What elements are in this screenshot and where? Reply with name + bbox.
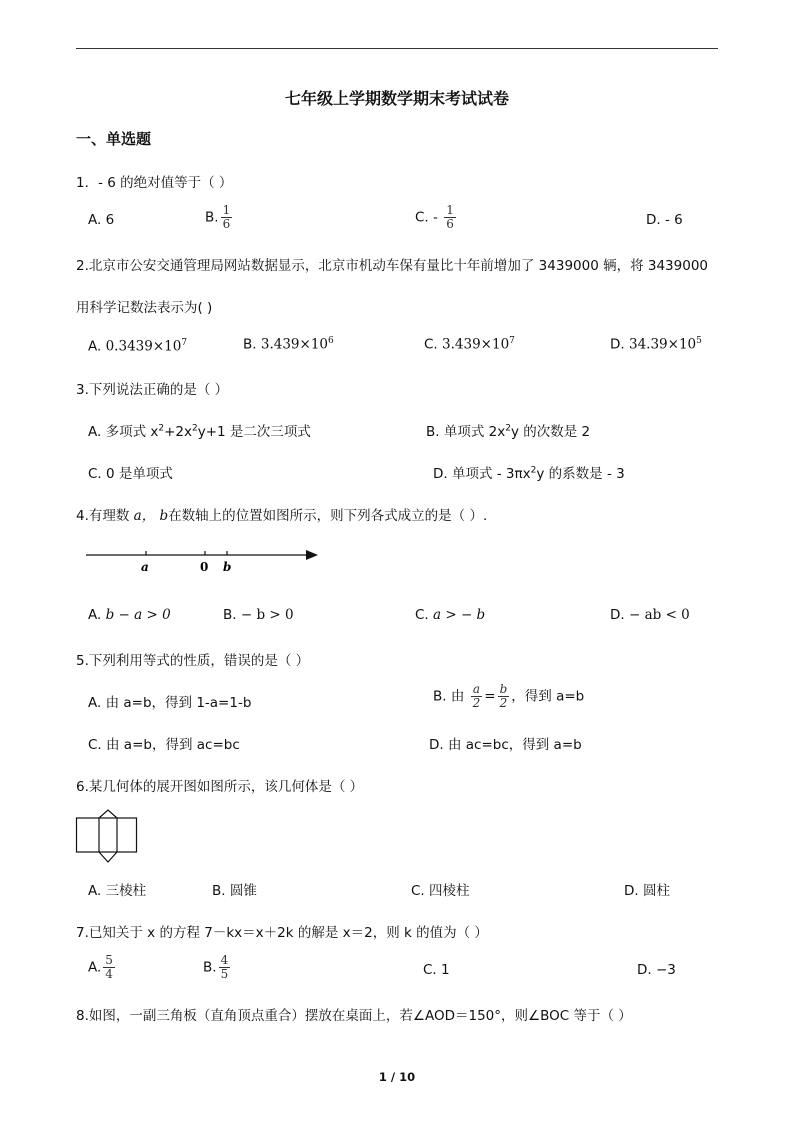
q2-option-d: D. $34.39\times 10^5$ bbox=[610, 336, 702, 353]
q7-option-b: B. $\frac{4}{5}$ bbox=[203, 953, 229, 981]
question-4-stem: 4.有理数 a， b在数轴上的位置如图所示，则下列各式成立的是（ ）. bbox=[76, 508, 488, 524]
q3-option-b: B. 单项式 $2x^2y$ 的次数是 2 bbox=[426, 423, 591, 440]
q5-option-c: C. 由 a=b，得到 ac=bc bbox=[88, 737, 240, 753]
number-line-label-a: a bbox=[141, 560, 149, 574]
q5-option-b: B. 由 $\frac{a}{2}$ = $\frac{b}{2}$ ，得到 a=b bbox=[433, 682, 585, 710]
q4-option-d: D. − ab < 0 bbox=[610, 607, 690, 623]
q3-option-c: C. 0 是单项式 bbox=[88, 466, 173, 482]
section-heading: 一、单选题 bbox=[76, 130, 152, 148]
question-2-stem-line1: 2.北京市公安交通管理局网站数据显示，北京市机动车保有量比十年前增加了 3439000 辆，将 3439000 bbox=[76, 258, 709, 274]
q5-option-d: D. 由 ac=bc，得到 a=b bbox=[429, 737, 582, 753]
question-7-stem: 7.已知关于 x 的方程 7－kx＝x＋2k 的解是 x＝2，则 k 的值为（ ） bbox=[76, 925, 488, 941]
q7-option-a: A. $\frac{5}{4}$ bbox=[88, 953, 113, 981]
header-rule bbox=[76, 48, 718, 49]
net-bottom-triangle bbox=[99, 852, 117, 862]
q4-option-a: A. b − a > 0 bbox=[88, 607, 171, 623]
q1-option-c: C. - $\frac{1}{6}$ bbox=[415, 203, 454, 231]
q5-option-a: A. 由 a=b，得到 1-a=1-b bbox=[88, 695, 252, 711]
q7-option-d: D. −3 bbox=[637, 962, 676, 978]
question-3-stem: 3.下列说法正确的是（ ） bbox=[76, 382, 229, 398]
q6-option-c: C. 四棱柱 bbox=[411, 883, 470, 899]
q2-option-b: B. $3.439\times 10^6$ bbox=[243, 336, 334, 353]
question-6-stem: 6.某几何体的展开图如图所示，该几何体是（ ） bbox=[76, 779, 364, 795]
net-outer-rect bbox=[77, 818, 137, 852]
question-1-stem: 1．- 6 的绝对值等于（ ） bbox=[76, 175, 233, 191]
number-line-arrow bbox=[306, 550, 318, 560]
number-line-label-0: 0 bbox=[200, 560, 209, 574]
q6-option-a: A. 三棱柱 bbox=[88, 883, 147, 899]
question-2-stem-line2: 用科学记数法表示为( ) bbox=[76, 300, 213, 316]
q6-option-b: B. 圆锥 bbox=[212, 883, 257, 899]
prism-net-figure bbox=[76, 810, 140, 868]
q2-option-c: C. $3.439\times 10^7$ bbox=[424, 336, 515, 353]
q1-option-a: A. 6 bbox=[88, 212, 115, 228]
q3-option-d: D. 单项式 - $3\pi x^2y$ 的系数是 - 3 bbox=[433, 465, 625, 482]
q1-option-d: D. - 6 bbox=[646, 212, 683, 228]
q3-option-a: A. 多项式 $x^2+2x^2y+1$ 是二次三项式 bbox=[88, 423, 311, 440]
q2-option-a: A. $0.3439\times 10^7$ bbox=[88, 338, 188, 355]
page-title: 七年级上学期数学期末考试试卷 bbox=[284, 89, 509, 108]
number-line-figure bbox=[86, 545, 322, 575]
number-line-label-b: b bbox=[223, 560, 232, 574]
q4-option-c: C. a > − b bbox=[415, 607, 486, 623]
q4-option-b: B. − b > 0 bbox=[223, 607, 294, 623]
page-number: 1 / 10 bbox=[378, 1070, 416, 1084]
question-8-stem: 8.如图，一副三角板（直角顶点重合）摆放在桌面上，若∠AOD＝150°，则∠BOC 等于（ ） bbox=[76, 1008, 632, 1024]
q1-option-b: B. $\frac{1}{6}$ bbox=[205, 203, 231, 231]
q6-option-d: D. 圆柱 bbox=[624, 883, 670, 899]
net-top-triangle bbox=[99, 810, 117, 818]
q7-option-c: C. 1 bbox=[423, 962, 450, 978]
question-5-stem: 5.下列利用等式的性质，错误的是（ ） bbox=[76, 653, 310, 669]
